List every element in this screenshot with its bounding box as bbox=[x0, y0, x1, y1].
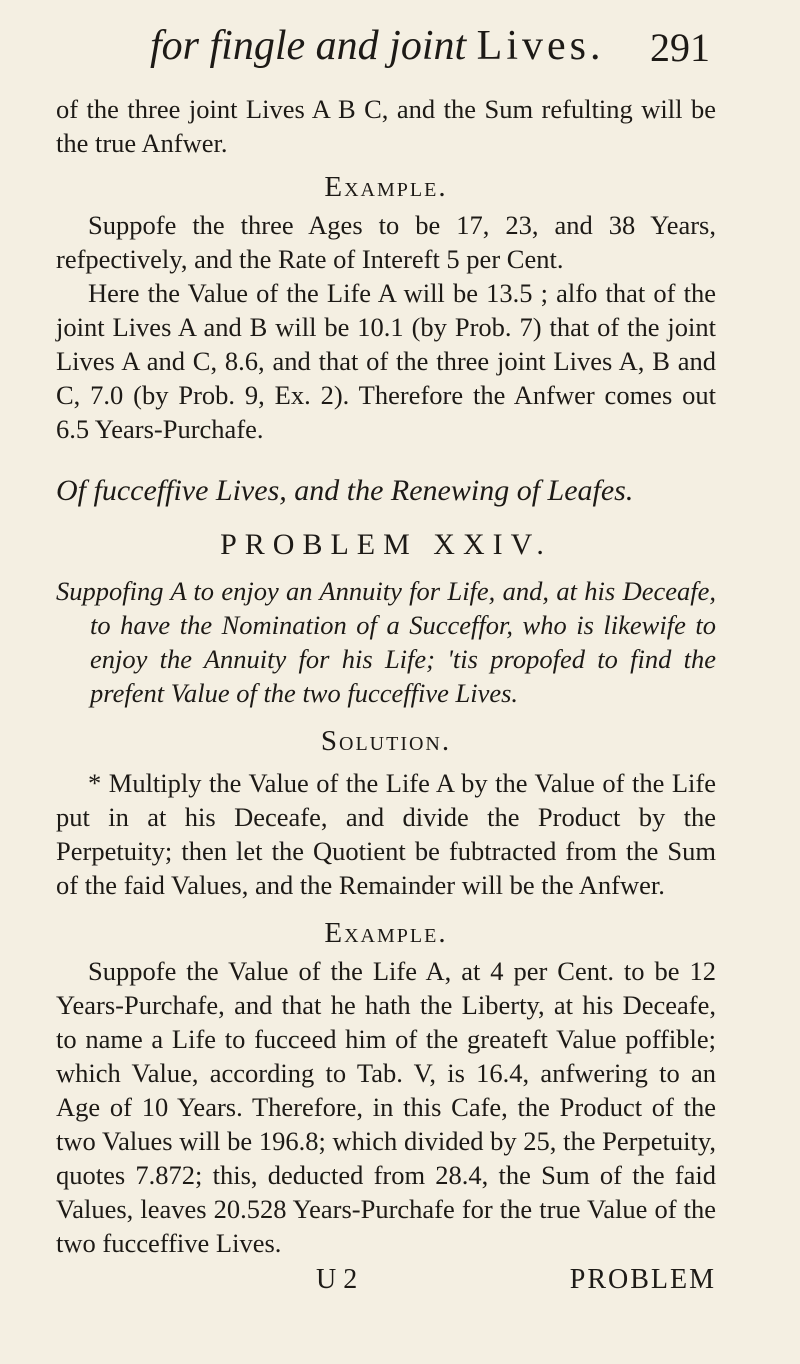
section-title: Of fucceffive Lives, and the Renewing of Leafes. bbox=[56, 474, 634, 507]
page-footer bbox=[56, 1264, 716, 1304]
example-2-text: Suppofe the Value of the Life A, at 4 per Cent. to be 12 Years-Purchafe, and that he hath the Liberty, at his Deceafe, to name a Life to fucceed him of the greateft Value poffible; which Value, according to Tab. V, is 16.4, anfwering to an Age of 10 Years. Therefore, in this Cafe, the Product of the two Values will be 196.8; which divided by 25, the Perpetuity, quotes 7.872; this, deducted from 28.4, the Sum of the faid Values, leaves 20.528 Years-Purchafe for the true Value of the two fucceffive Lives. bbox=[56, 956, 716, 1258]
signature-mark: U 2 bbox=[316, 1264, 358, 1295]
running-title-italic: for fingle and joint bbox=[150, 23, 467, 69]
running-title bbox=[150, 22, 604, 70]
page-body bbox=[56, 92, 716, 1304]
problem-statement-text: Suppofing A to enjoy an Annuity for Life, and, at his Deceafe, to have the Nomination of a Succeffor, who is likewife to enjoy the Annuity for his Life; 'tis propofed to find the prefent Value of the two fucceffive Lives. bbox=[56, 576, 716, 708]
page-number: 291 bbox=[650, 25, 710, 70]
example-1-text-2: Here the Value of the Life A will be 13.5 ; alfo that of the joint Lives A and B will be 10.1 (by Prob. 7) that of the joint Lives A and C, 8.6, and that of the three joint Lives A, B and C, 7.0 (by Prob. 9, Ex. 2). Therefore the Anfwer comes out 6.5 Years-Purchafe. bbox=[56, 278, 716, 444]
example-heading-2: Example. bbox=[324, 917, 448, 949]
continued-paragraph: of the three joint Lives A B C, and the Sum refulting will be the true Anfwer. bbox=[56, 94, 716, 158]
catchword: PROBLEM bbox=[569, 1264, 716, 1295]
running-title-caps: Lives. bbox=[476, 23, 605, 69]
solution-heading: Solution. bbox=[320, 725, 452, 757]
problem-statement bbox=[56, 574, 716, 710]
running-header bbox=[150, 22, 710, 82]
example-1-text: Suppofe the three Ages to be 17, 23, and 38 Years, refpectively, and the Rate of Intereft 5 per Cent. bbox=[56, 210, 716, 274]
example-heading-1: Example. bbox=[324, 171, 448, 203]
problem-label: PROBLEM XXIV. bbox=[220, 528, 552, 561]
solution-text: * Multiply the Value of the Life A by the Value of the Life put in at his Deceafe, and divide the Product by the Perpetuity; then let the Quotient be fubtracted from the Sum of the faid Values, and the Remainder will be the Anfwer. bbox=[56, 768, 716, 900]
